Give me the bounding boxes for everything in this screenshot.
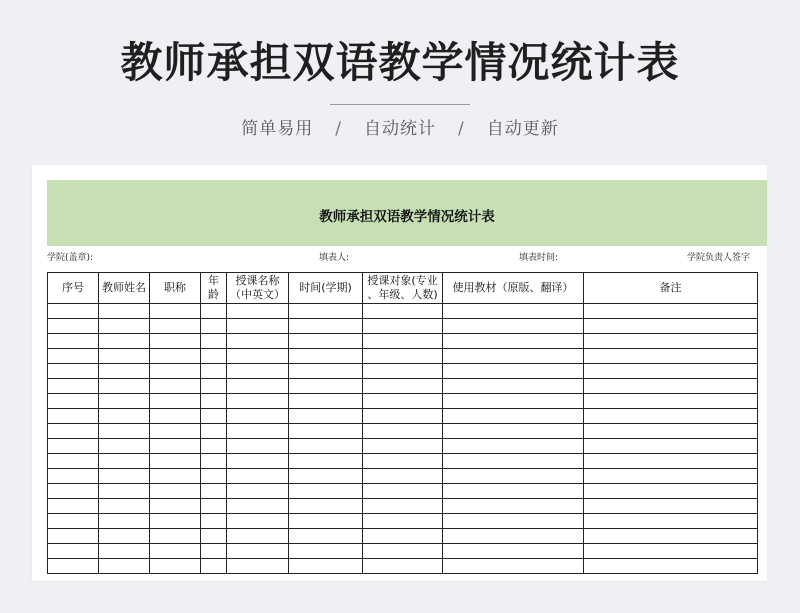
filler-label: 填表人: (319, 253, 350, 263)
table-cell[interactable] (363, 439, 443, 454)
table-cell[interactable] (227, 439, 289, 454)
table-cell[interactable] (443, 544, 584, 559)
table-cell[interactable] (227, 514, 289, 529)
table-cell[interactable] (363, 394, 443, 409)
table-cell[interactable] (443, 559, 584, 574)
table-cell[interactable] (289, 349, 363, 364)
title-divider (330, 104, 470, 105)
table-cell[interactable] (201, 499, 227, 514)
table-cell[interactable] (48, 544, 99, 559)
table-cell[interactable] (227, 394, 289, 409)
subtitle-item-2: 自动统计 (364, 119, 436, 139)
subtitle-separator: / (458, 119, 465, 139)
table-cell[interactable] (227, 409, 289, 424)
table-cell[interactable] (363, 529, 443, 544)
table-cell[interactable] (227, 559, 289, 574)
table-cell[interactable] (99, 454, 150, 469)
table-cell[interactable] (289, 469, 363, 484)
column-header-semester: 时间(学期) (289, 273, 363, 304)
table-cell[interactable] (227, 304, 289, 319)
table-cell[interactable] (150, 319, 201, 334)
table-body (48, 304, 758, 574)
table-cell[interactable] (443, 514, 584, 529)
table-cell[interactable] (99, 379, 150, 394)
table-cell[interactable] (48, 319, 99, 334)
table-row (48, 394, 758, 409)
table-cell[interactable] (48, 484, 99, 499)
table-cell[interactable] (48, 364, 99, 379)
table-cell[interactable] (227, 379, 289, 394)
table-row (48, 484, 758, 499)
table-cell[interactable] (227, 364, 289, 379)
table-cell[interactable] (150, 364, 201, 379)
table-cell[interactable] (289, 424, 363, 439)
table-cell[interactable] (227, 349, 289, 364)
table-cell[interactable] (150, 484, 201, 499)
table-cell[interactable] (363, 364, 443, 379)
table-cell[interactable] (443, 469, 584, 484)
table-cell[interactable] (363, 334, 443, 349)
table-cell[interactable] (584, 334, 758, 349)
table-cell[interactable] (99, 529, 150, 544)
table-cell[interactable] (227, 334, 289, 349)
table-cell[interactable] (99, 319, 150, 334)
table-row (48, 304, 758, 319)
table-cell[interactable] (201, 349, 227, 364)
table-cell[interactable] (201, 544, 227, 559)
table-cell[interactable] (201, 514, 227, 529)
table-cell[interactable] (584, 559, 758, 574)
table-cell[interactable] (48, 559, 99, 574)
table-cell[interactable] (48, 424, 99, 439)
column-header-title: 职称 (150, 273, 201, 304)
table-cell[interactable] (150, 514, 201, 529)
table-cell[interactable] (99, 394, 150, 409)
statistics-table (47, 272, 758, 574)
table-cell[interactable] (289, 394, 363, 409)
table-cell[interactable] (99, 469, 150, 484)
table-cell[interactable] (443, 319, 584, 334)
table-cell[interactable] (150, 454, 201, 469)
column-header-audience: 授课对象(专业 、年级、人数) (363, 273, 443, 304)
table-cell[interactable] (227, 544, 289, 559)
table-row (48, 424, 758, 439)
table-row (48, 319, 758, 334)
table-cell[interactable] (363, 514, 443, 529)
table-cell[interactable] (363, 484, 443, 499)
fill-time-label: 填表时间: (519, 253, 559, 263)
table-cell[interactable] (150, 334, 201, 349)
table-cell[interactable] (227, 424, 289, 439)
table-cell[interactable] (150, 439, 201, 454)
table-header-row (48, 273, 758, 304)
table-cell[interactable] (289, 409, 363, 424)
table-row (48, 379, 758, 394)
subtitle-item-1: 简单易用 (241, 119, 314, 139)
table-cell[interactable] (584, 499, 758, 514)
table-cell[interactable] (584, 304, 758, 319)
table-cell[interactable] (201, 454, 227, 469)
table-cell[interactable] (443, 394, 584, 409)
table-cell[interactable] (289, 379, 363, 394)
table-cell[interactable] (48, 394, 99, 409)
table-cell[interactable] (99, 484, 150, 499)
table-cell[interactable] (363, 454, 443, 469)
info-row (47, 250, 767, 264)
table-cell[interactable] (48, 334, 99, 349)
table-cell[interactable] (227, 529, 289, 544)
table-cell[interactable] (150, 469, 201, 484)
table-cell[interactable] (363, 409, 443, 424)
table-cell[interactable] (584, 469, 758, 484)
table-cell[interactable] (48, 304, 99, 319)
table-cell[interactable] (150, 529, 201, 544)
table-cell[interactable] (99, 334, 150, 349)
table-cell[interactable] (584, 394, 758, 409)
spreadsheet-preview (32, 165, 767, 581)
table-cell[interactable] (227, 484, 289, 499)
table-row (48, 349, 758, 364)
table-cell[interactable] (48, 514, 99, 529)
table-cell[interactable] (201, 409, 227, 424)
table-cell[interactable] (443, 439, 584, 454)
table-cell[interactable] (48, 469, 99, 484)
table-cell[interactable] (150, 304, 201, 319)
table-cell[interactable] (227, 319, 289, 334)
table-cell[interactable] (99, 439, 150, 454)
table-cell[interactable] (48, 409, 99, 424)
table-cell[interactable] (150, 559, 201, 574)
table-cell[interactable] (363, 424, 443, 439)
table-cell[interactable] (48, 529, 99, 544)
table-cell[interactable] (584, 424, 758, 439)
table-cell[interactable] (201, 364, 227, 379)
table-cell[interactable] (201, 379, 227, 394)
table-cell[interactable] (584, 364, 758, 379)
table-row (48, 469, 758, 484)
table-cell[interactable] (99, 544, 150, 559)
table-row (48, 334, 758, 349)
table-cell[interactable] (227, 469, 289, 484)
table-cell[interactable] (363, 304, 443, 319)
subtitle-separator: / (335, 119, 342, 139)
table-cell[interactable] (227, 454, 289, 469)
sheet-title-banner (47, 180, 767, 246)
table-row (48, 514, 758, 529)
leader-signature-label: 学院负责人签字 (687, 253, 751, 263)
table-cell[interactable] (201, 484, 227, 499)
table-cell[interactable] (443, 364, 584, 379)
table-cell[interactable] (150, 424, 201, 439)
table-row (48, 544, 758, 559)
table-cell[interactable] (201, 439, 227, 454)
table-cell[interactable] (363, 559, 443, 574)
table-cell[interactable] (443, 379, 584, 394)
table-cell[interactable] (99, 364, 150, 379)
table-cell[interactable] (289, 484, 363, 499)
table-row (48, 364, 758, 379)
table-cell[interactable] (201, 529, 227, 544)
table-cell[interactable] (48, 454, 99, 469)
table-cell[interactable] (48, 349, 99, 364)
table-cell[interactable] (48, 499, 99, 514)
table-cell[interactable] (48, 379, 99, 394)
table-cell[interactable] (99, 499, 150, 514)
table-cell[interactable] (363, 544, 443, 559)
table-cell[interactable] (99, 304, 150, 319)
table-cell[interactable] (584, 514, 758, 529)
table-cell[interactable] (363, 499, 443, 514)
table-cell[interactable] (289, 529, 363, 544)
table-row (48, 409, 758, 424)
table-cell[interactable] (443, 334, 584, 349)
table-cell[interactable] (289, 304, 363, 319)
table-cell[interactable] (443, 304, 584, 319)
table-cell[interactable] (99, 349, 150, 364)
table-cell[interactable] (99, 409, 150, 424)
table-cell[interactable] (150, 394, 201, 409)
table-cell[interactable] (363, 469, 443, 484)
table-cell[interactable] (584, 454, 758, 469)
table-cell[interactable] (289, 499, 363, 514)
table-cell[interactable] (289, 439, 363, 454)
table-cell[interactable] (443, 454, 584, 469)
page-title: 教师承担双语教学情况统计表 (120, 38, 680, 87)
table-cell[interactable] (289, 454, 363, 469)
table-cell[interactable] (289, 364, 363, 379)
table-cell[interactable] (99, 424, 150, 439)
table-cell[interactable] (201, 319, 227, 334)
college-seal-label: 学院(盖章): (47, 253, 94, 263)
table-cell[interactable] (150, 409, 201, 424)
table-cell[interactable] (584, 349, 758, 364)
table-cell[interactable] (363, 379, 443, 394)
table-cell[interactable] (201, 469, 227, 484)
table-cell[interactable] (584, 439, 758, 454)
table-cell[interactable] (48, 439, 99, 454)
table-cell[interactable] (201, 334, 227, 349)
table-cell[interactable] (227, 499, 289, 514)
table-cell[interactable] (150, 379, 201, 394)
table-cell[interactable] (584, 319, 758, 334)
sheet-area (47, 180, 767, 581)
column-header-teacher-name: 教师姓名 (99, 273, 150, 304)
table-cell[interactable] (201, 304, 227, 319)
column-header-textbook: 使用教材（原版、翻译） (443, 273, 584, 304)
table-cell[interactable] (289, 544, 363, 559)
table-cell[interactable] (289, 514, 363, 529)
sheet-title: 教师承担双语教学情况统计表 (319, 209, 495, 225)
table-row (48, 439, 758, 454)
table-cell[interactable] (201, 394, 227, 409)
table-row (48, 499, 758, 514)
table-row (48, 454, 758, 469)
table-cell[interactable] (443, 484, 584, 499)
table-cell[interactable] (584, 409, 758, 424)
table-cell[interactable] (584, 529, 758, 544)
column-header-age: 年 龄 (201, 273, 227, 304)
table-cell[interactable] (363, 349, 443, 364)
table-cell[interactable] (443, 349, 584, 364)
table-cell[interactable] (443, 409, 584, 424)
table-cell[interactable] (443, 499, 584, 514)
table-cell[interactable] (99, 559, 150, 574)
table-cell[interactable] (584, 484, 758, 499)
column-header-course-name: 授课名称 （中英文） (227, 273, 289, 304)
table-cell[interactable] (99, 514, 150, 529)
table-cell[interactable] (443, 529, 584, 544)
subtitle-item-3: 自动更新 (486, 119, 559, 139)
table-cell[interactable] (363, 319, 443, 334)
table-cell[interactable] (289, 334, 363, 349)
table-cell[interactable] (443, 424, 584, 439)
table-cell[interactable] (150, 349, 201, 364)
table-cell[interactable] (150, 544, 201, 559)
column-header-index: 序号 (48, 273, 99, 304)
subtitle (0, 114, 800, 139)
table-cell[interactable] (150, 499, 201, 514)
table-cell[interactable] (201, 424, 227, 439)
column-header-remarks: 备注 (584, 273, 758, 304)
table-row (48, 529, 758, 544)
table-cell[interactable] (584, 544, 758, 559)
table-row (48, 559, 758, 574)
table-cell[interactable] (584, 379, 758, 394)
table-cell[interactable] (201, 559, 227, 574)
table-cell[interactable] (289, 559, 363, 574)
table-cell[interactable] (289, 319, 363, 334)
